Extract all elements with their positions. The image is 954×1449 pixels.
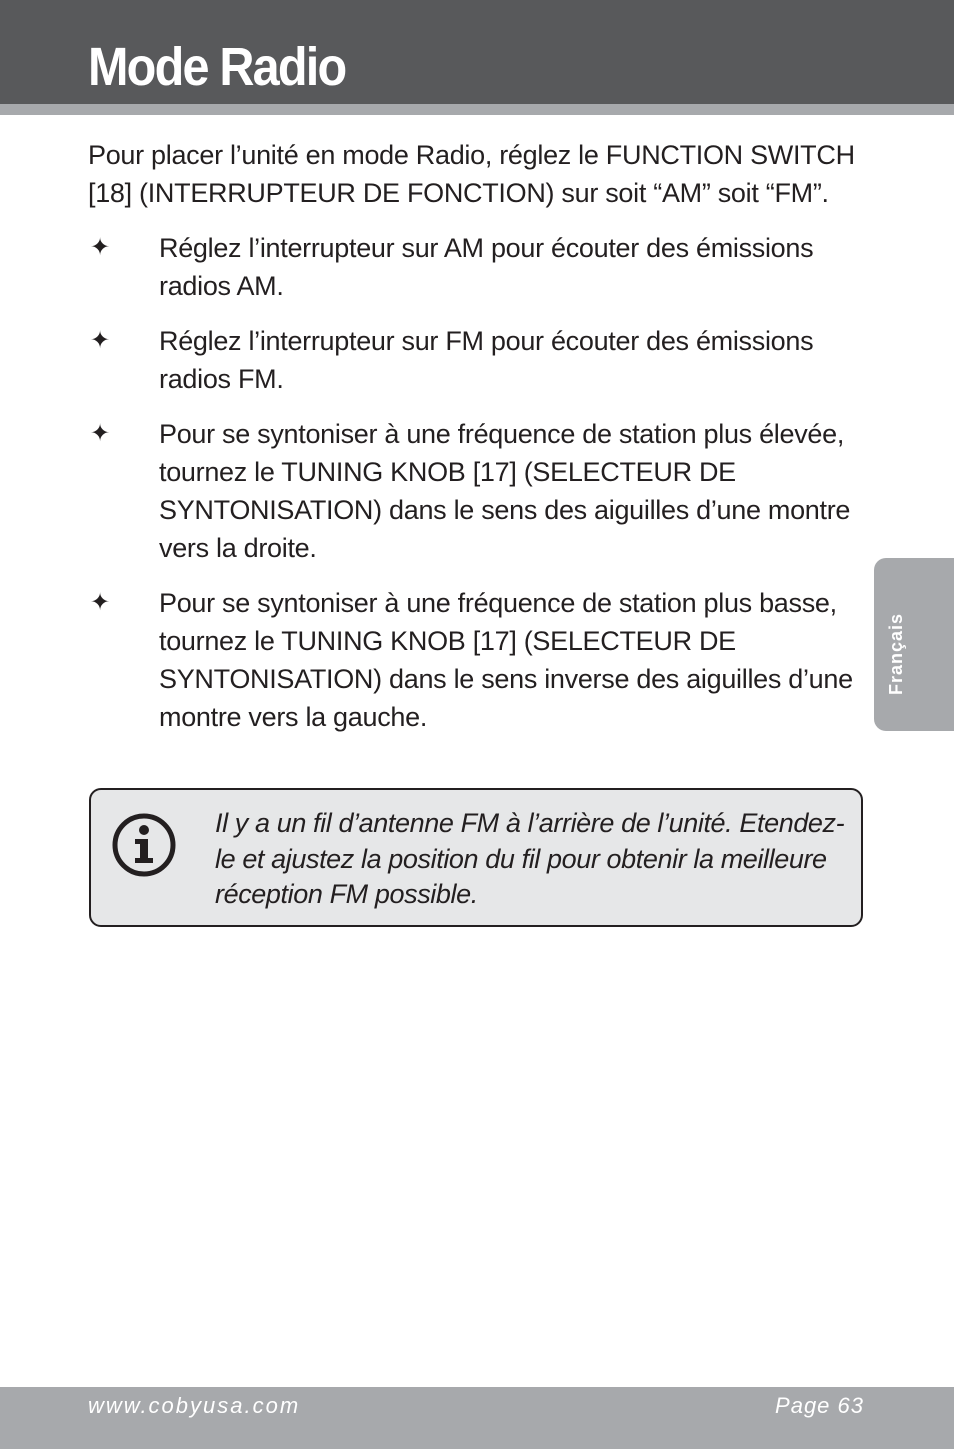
- instruction-list: [88, 229, 858, 736]
- page-title: Mode Radio: [88, 37, 346, 97]
- list-item: [88, 322, 858, 398]
- list-item: [88, 584, 858, 736]
- info-note-box: [89, 788, 863, 927]
- list-item-text: Réglez l’interrupteur sur FM pour écouter des émissions radios FM.: [159, 326, 814, 394]
- list-item: [88, 229, 858, 305]
- list-item: [88, 415, 858, 567]
- page-number: Page 63: [775, 1393, 864, 1418]
- four-point-star-icon: ✦: [90, 589, 110, 616]
- footer-url: www.cobyusa.com: [88, 1393, 301, 1418]
- four-point-star-icon: ✦: [90, 327, 110, 354]
- main-content: [88, 136, 858, 753]
- page-footer: [0, 1387, 954, 1449]
- list-item-text: Pour se syntoniser à une fréquence de station plus basse, tournez le TUNING KNOB [17] (SELECTEUR DE SYNTONISATION) dans le sens inverse des aiguilles d’une montre vers la gauche.: [159, 588, 853, 732]
- four-point-star-icon: ✦: [90, 234, 110, 261]
- note-text: Il y a un fil d’antenne FM à l’arrière de l’unité. Etendez-le et ajustez la position du fil pour obtenir la meilleure réception FM possible.: [215, 808, 845, 909]
- language-tab-label: Français: [886, 612, 906, 696]
- four-point-star-icon: ✦: [90, 420, 110, 447]
- list-item-text: Pour se syntoniser à une fréquence de station plus élevée, tournez le TUNING KNOB [17] (SELECTEUR DE SYNTONISATION) dans le sens des aiguilles d’une montre vers la droite.: [159, 419, 851, 563]
- language-tab: [874, 558, 954, 731]
- header-divider: [0, 104, 954, 115]
- list-item-text: Réglez l’interrupteur sur AM pour écouter des émissions radios AM.: [159, 233, 814, 301]
- info-icon: [111, 812, 177, 878]
- page-header: [0, 0, 954, 104]
- intro-paragraph: Pour placer l’unité en mode Radio, réglez le FUNCTION SWITCH [18] (INTERRUPTEUR DE FONCTION) sur soit “AM” soit “FM”.: [88, 140, 855, 208]
